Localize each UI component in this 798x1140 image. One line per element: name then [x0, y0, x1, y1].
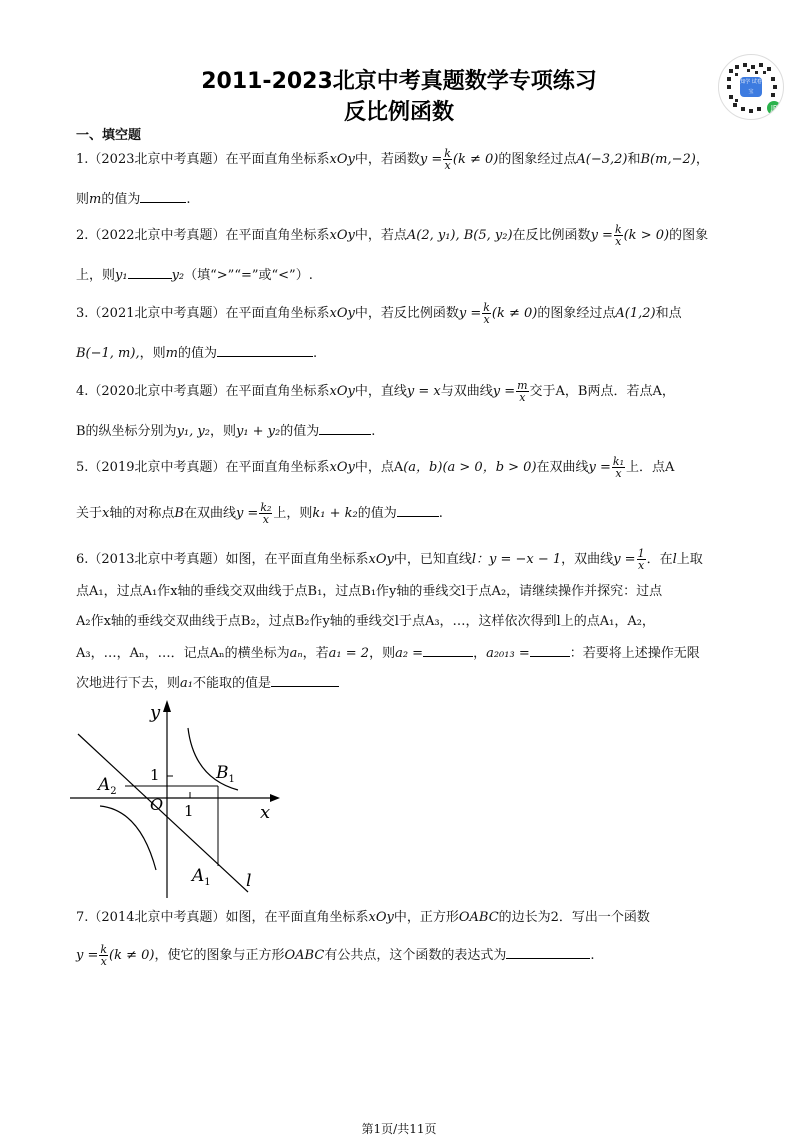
point-a1-label: $A_1$ [192, 866, 211, 888]
y-axis-label: y [150, 702, 161, 723]
answer-blank[interactable] [506, 944, 590, 959]
question-2-line-2: 上，则y₁ y₂（填“>”“=”或“<”）. [76, 264, 313, 286]
origin-label: O [150, 795, 164, 814]
y-axis-arrow [163, 700, 171, 712]
qr-center-label: 知学 试卷宝 [740, 79, 762, 95]
answer-blank[interactable] [128, 264, 172, 279]
fraction: $\frac{k}{x}$ [100, 943, 108, 968]
qr-badge-icon: JP [767, 101, 781, 115]
question-6-line-5: 次地进行下去，则a₁不能取的值是 [76, 672, 339, 694]
question-2-line-1: 2.（2022北京中考真题）在平面直角坐标系xOy中，若点A(2, y₁), B(5, y₂)在反比例函数y = $\frac{k}{x}$ (k > 0)的图象 [76, 223, 709, 248]
question-6-line-4: A₃，…，Aₙ，…．记点Aₙ的横坐标为aₙ，若a₁ = 2，则a₂ = ，a₂₀₁₃ = ：若要将上述操作无限 [76, 642, 700, 664]
section-heading: 一、填空题 [76, 128, 142, 143]
point-b1-label: $B_1$ [216, 763, 235, 785]
question-6-line-3: A₂作x轴的垂线交双曲线于点B₂，过点B₂作y轴的垂线交l于点A₃，…，这样依次得到l上的点A₁，A₂， [76, 614, 655, 629]
question-3-line-2: B(−1, m),，则m的值为 . [76, 342, 317, 364]
answer-blank[interactable] [530, 642, 570, 657]
question-5-line-1: 5.（2019北京中考真题）在平面直角坐标系xOy中，点A(a，b)(a > 0，b > 0)在双曲线y = $\frac{\text{k₁}}{x}$ 上．点A [76, 455, 675, 480]
question-3-line-1: 3.（2021北京中考真题）在平面直角坐标系xOy中，若反比例函数y = $\frac{k}{x}$ (k ≠ 0)的图象经过点A(1,2)和点 [76, 301, 682, 326]
page-subtitle: 反比例函数 [343, 100, 454, 125]
question-1-line-1: 1.（2023北京中考真题）在平面直角坐标系xOy中，若函数y = $\frac{k}{x}$ (k ≠ 0)的图象经过点A(−3,2)和B(m,−2)， [76, 147, 709, 172]
y-one-label: 1 [150, 766, 160, 784]
x-axis-arrow [270, 794, 280, 802]
answer-blank[interactable] [319, 420, 371, 435]
answer-blank[interactable] [140, 188, 186, 203]
page-title: 2011-2023北京中考真题数学专项练习 [201, 69, 597, 94]
fraction: $\frac{1}{x}$ [637, 547, 645, 572]
question-4-line-2: B的纵坐标分别为y₁, y₂，则y₁ + y₂的值为 . [76, 420, 375, 442]
answer-blank[interactable] [217, 342, 313, 357]
qr-code-logo [718, 54, 784, 120]
x-one-label: 1 [184, 802, 194, 820]
line-l-label: l [246, 871, 252, 891]
x-axis-label: x [260, 802, 271, 823]
fraction: $\frac{k}{x}$ [483, 301, 490, 326]
answer-blank[interactable] [397, 502, 439, 517]
fraction: $\frac{\text{k₁}}{x}$ [612, 455, 624, 480]
question-7-line-1: 7.（2014北京中考真题）如图，在平面直角坐标系xOy中，正方形OABC的边长为2．写出一个函数 [76, 910, 650, 925]
page-footer: 第1页/共11页 [361, 1122, 437, 1136]
fraction: $\frac{\text{k₂}}{x}$ [260, 501, 272, 526]
answer-blank[interactable] [423, 642, 473, 657]
fraction: $\frac{m}{x}$ [517, 379, 528, 404]
question-4-line-1: 4.（2020北京中考真题）在平面直角坐标系xOy中，直线y = x与双曲线y = $\frac{m}{x}$ 交于A，B两点．若点A， [76, 379, 675, 404]
answer-blank[interactable] [271, 672, 339, 687]
question-6-line-1: 6.（2013北京中考真题）如图，在平面直角坐标系xOy中，已知直线l：y = −x − 1，双曲线y = $\frac{1}{x}$ ．在l上取 [76, 547, 703, 572]
question-1-line-2: 则m的值为 . [76, 188, 191, 210]
question-5-line-2: 关于x轴的对称点B在双曲线y = $\frac{\text{k₂}}{x}$ 上，则k₁ + k₂的值为 . [76, 501, 443, 526]
hyperbola-figure [70, 698, 290, 898]
fraction: $\frac{k}{x}$ [444, 147, 451, 172]
fraction: $\frac{k}{x}$ [614, 223, 622, 248]
question-6-line-2: 点A₁，过点A₁作x轴的垂线交双曲线于点B₁，过点B₁作y轴的垂线交l于点A₂，请继续操作并探究：过点 [76, 584, 663, 599]
question-7-line-2: y = $\frac{k}{x}$ (k ≠ 0)，使它的图象与正方形OABC有公共点，这个函数的表达式为 . [76, 943, 595, 968]
hyperbola-branch-lower [100, 806, 156, 870]
point-a2-label: $A_2$ [98, 775, 117, 797]
